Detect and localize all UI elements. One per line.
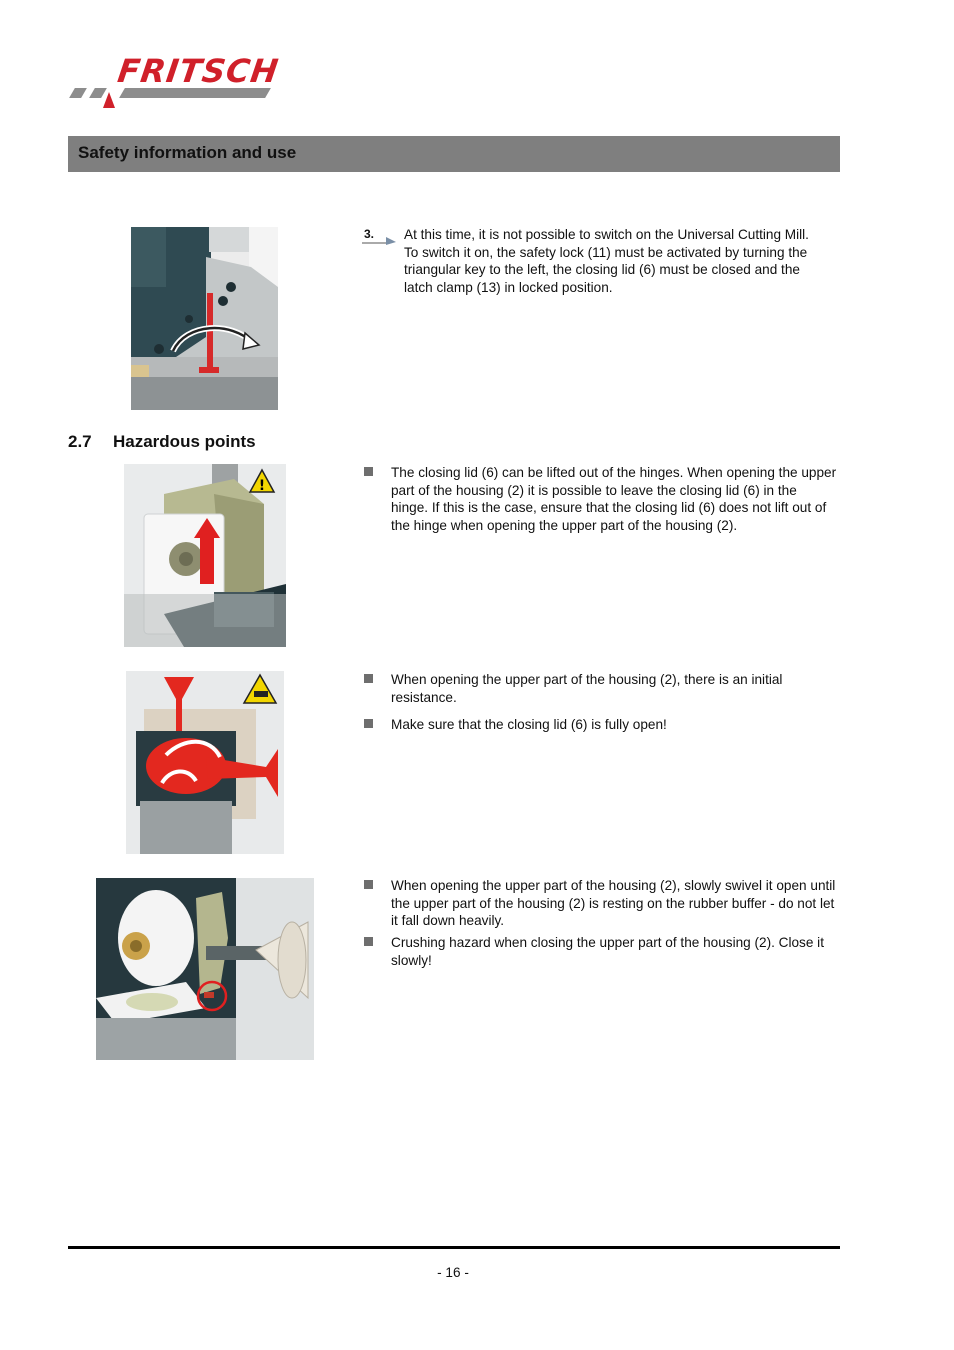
section-2-7-title: Hazardous points <box>113 432 256 451</box>
logo-text: FRITSCH <box>115 52 282 90</box>
hazard-swivel-text: When opening the upper part of the housing (2), slowly swivel it open until the upper part of the housing (2) is resting on the rubber buffer - do not let it fall down heavily. <box>391 878 836 929</box>
section-title: Safety information and use <box>78 143 297 162</box>
figure-housing-opening <box>126 671 284 854</box>
step-3-number: 3. <box>364 227 375 241</box>
step-arrow-icon <box>362 236 398 246</box>
section-2-7-number: 2.7 <box>68 432 92 451</box>
bullet-square-icon <box>364 880 373 889</box>
bullet-square-icon <box>364 674 373 683</box>
step-3-text: At this time, it is not possible to switch on the Universal Cutting Mill. To switch it on, the safety lock (11) must be activated by turning the triangular key to the left, the closing lid (6) must be closed and the latch clamp (13) in locked position. <box>404 227 809 295</box>
figure-safety-lock-key <box>131 227 278 410</box>
logo-triangle-icon <box>102 90 116 110</box>
figure-closing-lid-hinge <box>124 464 286 647</box>
figure-housing-rubber-buffer <box>96 878 314 1060</box>
hazard-lid-text: The closing lid (6) can be lifted out of the hinges. When opening the upper part of the housing (2) it is possible to leave the closing lid (6) in the hinge. If this is the case, ensure that the closing lid (6) does not lift out of the hinge when opening the upper part of the housing (2). <box>391 465 837 533</box>
section-2-7-heading <box>68 432 256 452</box>
page-number: - 16 - <box>437 1265 469 1280</box>
hazard-lid-open-text: Make sure that the closing lid (6) is fully open! <box>391 717 667 732</box>
bullet-square-icon <box>364 719 373 728</box>
footer-divider <box>68 1246 840 1249</box>
logo-stripe-1 <box>69 88 87 98</box>
bullet-square-icon <box>364 937 373 946</box>
hazard-resistance-text: When opening the upper part of the housing (2), there is an initial resistance. <box>391 672 783 705</box>
hazard-crushing-text: Crushing hazard when closing the upper part of the housing (2). Close it slowly! <box>391 935 824 968</box>
svg-text:!: ! <box>258 478 266 494</box>
bullet-square-icon <box>364 467 373 476</box>
